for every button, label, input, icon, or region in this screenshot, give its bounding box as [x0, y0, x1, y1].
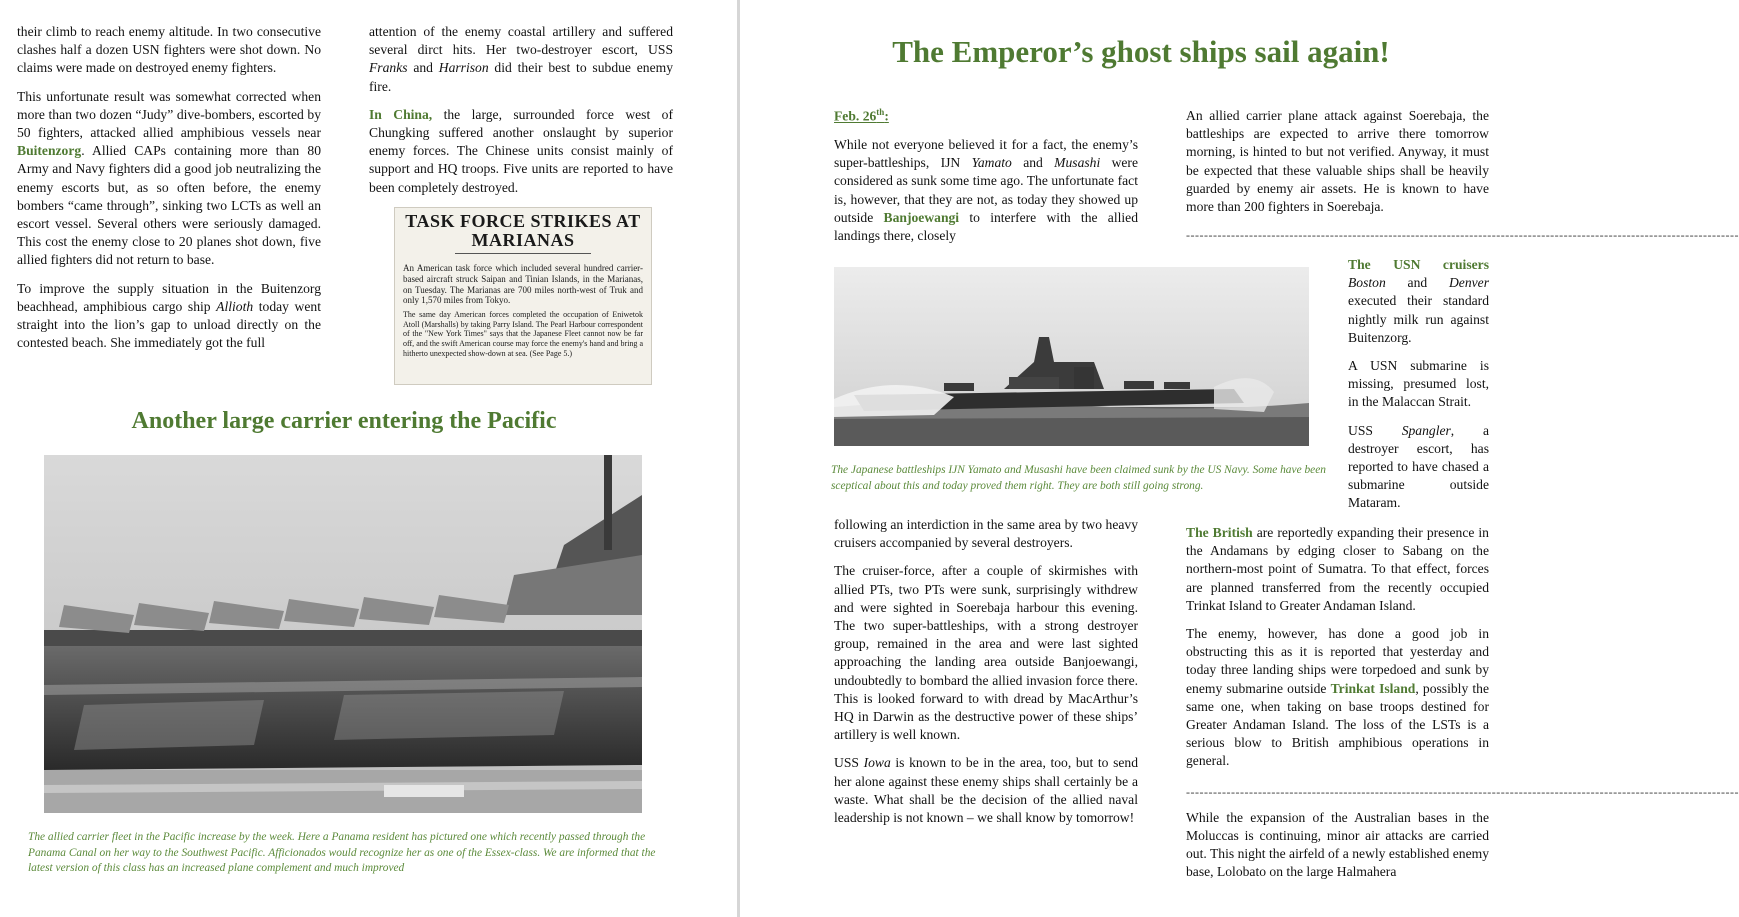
section-divider: --------------------------------------------------------------------------------------------------------------------------- [1186, 228, 1739, 243]
place-highlight: Buitenzorg [17, 143, 82, 159]
paragraph: The enemy, however, has done a good job in obstructing this as it is reported that yesterday and today three landing ships were torpedoed and sunk by enemy submarine outside Trinkat Island, possibly the same one, when taking on base troops destined for Greater Andaman Island. The loss of the LSTs is a serious blow to British amphibious operations in general. [1186, 626, 1489, 769]
newspaper-clipping [394, 207, 652, 385]
place-highlight: Trinkat Island [1330, 680, 1416, 696]
ship-name: Franks [369, 60, 408, 76]
ship-name: Iowa [863, 755, 891, 771]
clipping-body-1: An American task force which included several hundred carrier-based aircraft struck Saipan and Tinian Islands, in the Marianas, on Tuesday. The Marianas are 700 miles north-west of Truk and only 1,570 miles from Tokyo. [403, 263, 643, 306]
aircraft-carrier-image [44, 455, 642, 813]
ship-name: Harrison [438, 60, 489, 76]
paragraph: In China, the large, surrounded force west of Chungking suffered another onslaught by superior enemy forces. The Chinese units consist mainly of support and HQ troops. Five units are reported to have been completely destroyed. [369, 106, 673, 195]
right-column-1-bottom [834, 516, 1138, 837]
ship-name: Musashi [1054, 155, 1101, 171]
left-page [0, 0, 737, 917]
page-divider [737, 0, 740, 917]
clipping-rule [455, 253, 591, 254]
paragraph: USS Spangler, a destroyer escort, has reported to have chased a submarine outside Mataram. [1348, 422, 1489, 511]
dateline: Feb. 26th: [834, 107, 889, 124]
paragraph: A USN submarine is missing, presumed lost, in the Malaccan Strait. [1348, 358, 1489, 410]
ship-name: Yamato [971, 155, 1012, 171]
ship-name: Boston [1348, 275, 1386, 291]
carrier-photo [44, 455, 642, 813]
paragraph: The USN cruisers Boston and Denver executed their standard nightly milk run against Buitenzorg. [1348, 257, 1489, 345]
paragraph: The cruiser-force, after a couple of skirmishes with allied PTs, two PTs were sunk, surprisingly withdrew and were sighted in Soerebaja harbour this evening. The two super-battleships, with a strong destroyer group, remained in the area and were last sighted approaching the landing area outside Banjoewangi, undoubtedly to bombard the allied invasion force there. This is looked forward to with dread by MacArthur’s HQ in Darwin as the destructive power of these ships’ artillery is well known. [834, 563, 1138, 743]
right-column-1-top [834, 136, 1138, 255]
left-column-1 [17, 23, 321, 362]
place-highlight: In China, [369, 106, 433, 122]
fleet-highlight: The USN cruisers [1348, 257, 1489, 272]
paragraph: following an interdiction in the same area by two heavy cruisers accompanied by several destroyers. [834, 517, 1138, 551]
paragraph: The British are reportedly expanding their presence in the Andamans by edging closer to Sabang on the northern-most point of Sumatra. To that effect, forces are planned transferred from the recently occupied Trinkat Island to Greater Andaman Island. [1186, 525, 1489, 613]
battleship-photo [834, 267, 1309, 446]
ship-name: Denver [1448, 275, 1489, 291]
paragraph: This unfortunate result was somewhat corrected when more than two dozen “Judy” dive-bombers, escorted by 50 fighters, attacked allied amphibious vessels near Buitenzorg. Allied CAPs containing more than 80 Army and Navy fighters did a good job neutralizing the enemy escorts but, as so often before, the enemy bombers “came through”, sinking two LCTs as well an escort vessel. Several others were seriously damaged. This cost the enemy close to 20 planes shot down, five allied fighters did not return to base. [17, 88, 321, 268]
clipping-title: TASK FORCE STRIKES AT MARIANAS [405, 211, 641, 250]
right-page [741, 0, 1739, 917]
right-column-2-top [1186, 107, 1739, 244]
section-divider: --------------------------------------------------------------------------------------------------------------------------- [1186, 784, 1739, 799]
battleship-image [834, 267, 1309, 446]
clipping-body-2: The same day American forces completed the occupation of Eniwetok Atoll (Marshalls) by taking Parry Island. The Pearl Harbour correspondent of the "New York Times" says that the Japanese Fleet cannot now be far off, and the swift American course may force the enemy's hand and bring a hitherto unexpected show-down at sea. (See Page 5.) [403, 310, 643, 358]
ship-name: Spangler [1401, 422, 1451, 438]
photo-caption: The Japanese battleships IJN Yamato and Musashi have been claimed sunk by the US Navy. Some have been sceptical about this and today proved them right. They are both still going strong. [831, 464, 1326, 492]
right-sidebar-column [1348, 256, 1489, 523]
paragraph: An allied carrier plane attack against Soerebaja, the battleships are expected to arrive there tomorrow morning, is hinted to but not verified. Anyway, it must be expected that these valuable ships shall be heavily guarded by enemy air assets. He is known to have more than 200 fighters in Soerebaja. [1186, 108, 1489, 215]
left-column-2 [369, 23, 673, 207]
paragraph: attention of the enemy coastal artillery and suffered several dirct hits. Her two-destroyer escort, USS Franks and Harrison did their best to subdue enemy fire. [369, 24, 673, 94]
place-highlight: The British [1186, 525, 1253, 540]
paragraph: To improve the supply situation in the Buitenzorg beachhead, amphibious cargo ship Allioth today went straight into the lion’s gap to unload directly on the contested beach. She immediately got the full [17, 280, 321, 351]
section-heading: The Emperor’s ghost ships sail again! [892, 34, 1390, 69]
paragraph: While the expansion of the Australian bases in the Moluccas is continuing, minor air attacks are carried out. This night the airfeld of a newly established enemy base, Lolobato on the large Halmahera [1186, 809, 1489, 880]
ship-name: Allioth [216, 298, 254, 314]
photo-caption: The allied carrier fleet in the Pacific increase by the week. Here a Panama resident has pictured one which recently passed through the Panama Canal on her way to the Southwest Pacific. Afficionados would recognize her as one of the Essex-class. We are informed that the latest version of this class has an increased plane complement and much improved [28, 831, 656, 875]
paragraph: their climb to reach enemy altitude. In two consecutive clashes half a dozen USN fighters were shot down. No claims were made on destroyed enemy fighters. [17, 24, 321, 76]
section-heading: Another large carrier entering the Pacific [131, 408, 557, 434]
paragraph: USS Iowa is known to be in the area, too, but to send her alone against these enemy ships shall certainly be a waste. What shall be the decision of the allied naval leadership is not known – we shall know by tomorrow! [834, 755, 1138, 826]
paragraph: While not everyone believed it for a fact, the enemy’s super-battleships, IJN Yamato and Musashi were considered as sunk some time ago. The unfortunate fact is, however, that they are not, as today they showed up outside Banjoewangi to interfere with the allied landings there, closely [834, 137, 1138, 244]
right-column-2-bottom [1186, 524, 1739, 892]
place-highlight: Banjoewangi [883, 209, 960, 225]
